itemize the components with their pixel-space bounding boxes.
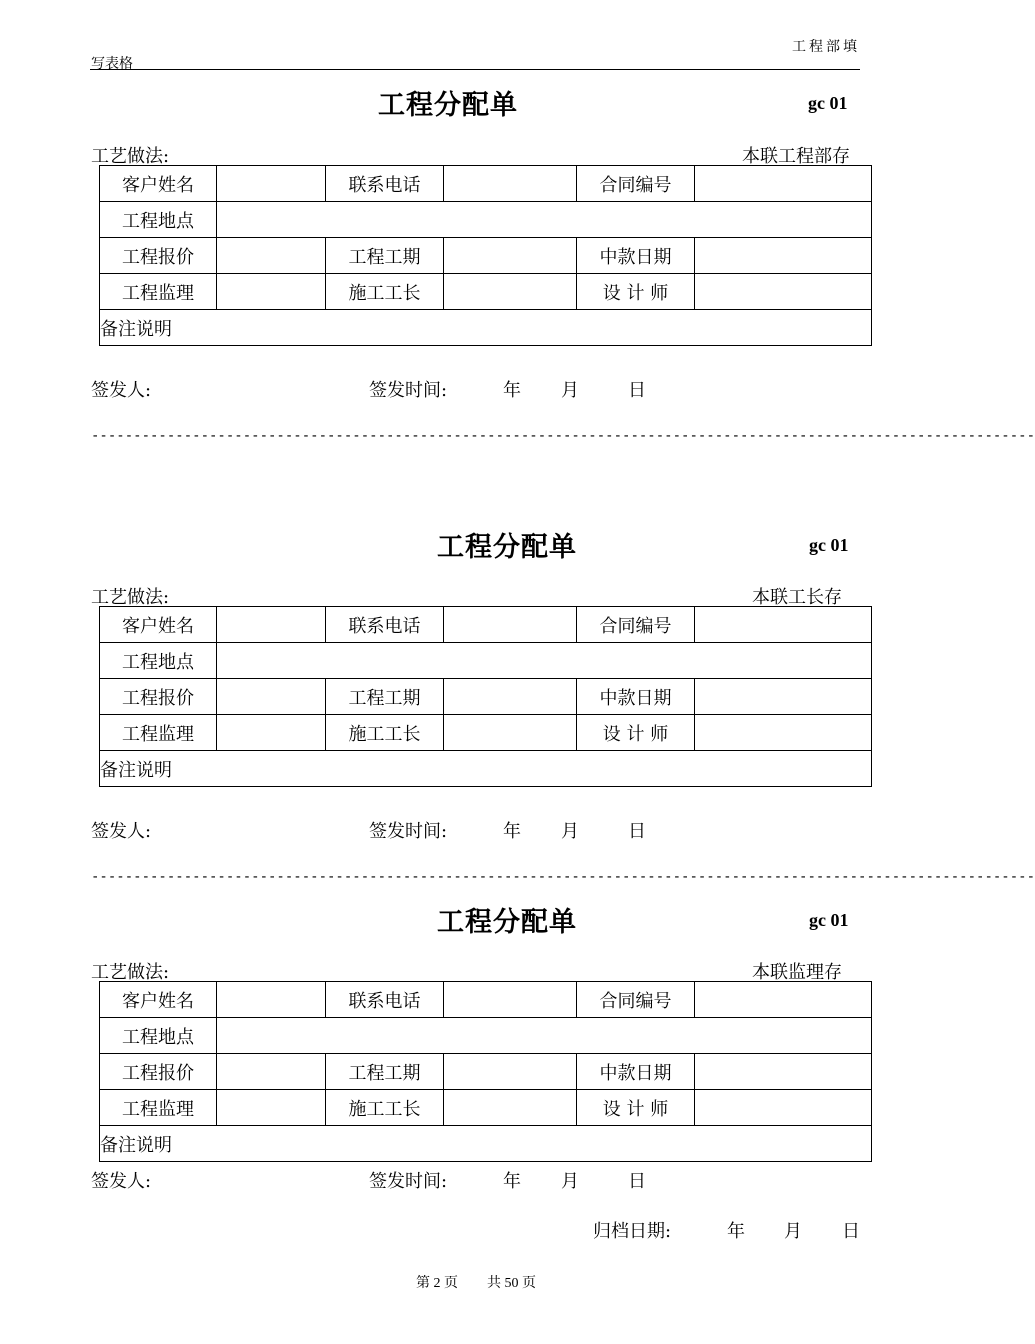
phone-label: 联系电话	[326, 166, 444, 202]
foreman-cell[interactable]	[444, 715, 577, 751]
form-2-issue-time-label: 签发时间:	[369, 821, 448, 842]
page-number: 第 2 页	[416, 1276, 458, 1291]
quote-cell[interactable]	[217, 238, 326, 274]
cut-line-1: ----------------------------------------------------------------------------------------------------------------	[91, 428, 1035, 444]
form-3-issuer-label: 签发人:	[91, 1171, 152, 1192]
form-1-issue-time-label: 签发时间:	[369, 380, 448, 401]
form-1-table	[99, 165, 872, 346]
table-row	[100, 1054, 872, 1090]
form-3-year: 年	[503, 1171, 521, 1192]
table-row	[100, 679, 872, 715]
phone-cell[interactable]	[444, 607, 577, 643]
phone-label: 联系电话	[326, 982, 444, 1018]
form-2-year: 年	[503, 821, 521, 842]
form-1-day: 日	[628, 380, 646, 401]
form-1-method-label: 工艺做法:	[91, 146, 170, 167]
supervisor-cell[interactable]	[217, 1090, 326, 1126]
form-1-title: 工程分配单	[378, 90, 518, 121]
duration-cell[interactable]	[444, 1054, 577, 1090]
site-label: 工程地点	[100, 643, 217, 679]
site-cell[interactable]	[217, 1018, 872, 1054]
form-3-copy-note: 本联监理存	[752, 962, 842, 983]
customer-name-label: 客户姓名	[100, 607, 217, 643]
form-2-copy-note: 本联工长存	[752, 587, 842, 608]
archive-date-label: 归档日期:	[593, 1221, 672, 1242]
quote-label: 工程报价	[100, 1054, 217, 1090]
customer-name-label: 客户姓名	[100, 166, 217, 202]
archive-year: 年	[727, 1221, 745, 1242]
designer-cell[interactable]	[695, 715, 872, 751]
table-row	[100, 166, 872, 202]
contract-no-label: 合同编号	[577, 982, 695, 1018]
form-2-month: 月	[561, 821, 579, 842]
foreman-label: 施工工长	[326, 1090, 444, 1126]
archive-month: 月	[784, 1221, 802, 1242]
form-2-method-label: 工艺做法:	[91, 587, 170, 608]
duration-label: 工程工期	[326, 1054, 444, 1090]
designer-label: 设 计 师	[577, 1090, 695, 1126]
foreman-cell[interactable]	[444, 274, 577, 310]
table-row	[100, 982, 872, 1018]
table-row	[100, 1018, 872, 1054]
supervisor-cell[interactable]	[217, 715, 326, 751]
form-1-code: gc 01	[808, 93, 848, 113]
foreman-label: 施工工长	[326, 274, 444, 310]
foreman-cell[interactable]	[444, 1090, 577, 1126]
quote-cell[interactable]	[217, 679, 326, 715]
table-row	[100, 238, 872, 274]
form-3-table	[99, 981, 872, 1162]
form-2-title: 工程分配单	[437, 532, 577, 563]
form-1-month: 月	[561, 380, 579, 401]
designer-label: 设 计 师	[577, 274, 695, 310]
page-total: 共 50 页	[487, 1276, 536, 1291]
form-2-table	[99, 606, 872, 787]
duration-label: 工程工期	[326, 679, 444, 715]
site-cell[interactable]	[217, 643, 872, 679]
designer-cell[interactable]	[695, 1090, 872, 1126]
duration-cell[interactable]	[444, 679, 577, 715]
site-cell[interactable]	[217, 202, 872, 238]
customer-name-cell[interactable]	[217, 607, 326, 643]
mid-payment-date-cell[interactable]	[695, 679, 872, 715]
duration-cell[interactable]	[444, 238, 577, 274]
site-label: 工程地点	[100, 1018, 217, 1054]
table-row	[100, 607, 872, 643]
quote-label: 工程报价	[100, 238, 217, 274]
form-3-code: gc 01	[809, 910, 849, 930]
contract-no-label: 合同编号	[577, 166, 695, 202]
table-row	[100, 1090, 872, 1126]
contract-no-label: 合同编号	[577, 607, 695, 643]
phone-cell[interactable]	[444, 166, 577, 202]
table-row	[100, 1126, 872, 1162]
form-3-month: 月	[561, 1171, 579, 1192]
header-right-text: 工程部填	[792, 39, 860, 55]
supervisor-cell[interactable]	[217, 274, 326, 310]
form-3-day: 日	[628, 1171, 646, 1192]
contract-no-cell[interactable]	[695, 982, 872, 1018]
designer-label: 设 计 师	[577, 715, 695, 751]
supervisor-label: 工程监理	[100, 1090, 217, 1126]
customer-name-label: 客户姓名	[100, 982, 217, 1018]
mid-payment-date-cell[interactable]	[695, 1054, 872, 1090]
mid-payment-date-label: 中款日期	[577, 679, 695, 715]
table-row	[100, 274, 872, 310]
cut-line-2: ----------------------------------------------------------------------------------------------------------------	[91, 869, 1035, 885]
header-left-text: 写表格	[91, 56, 133, 72]
supervisor-label: 工程监理	[100, 715, 217, 751]
site-label: 工程地点	[100, 202, 217, 238]
table-row	[100, 751, 872, 787]
table-row	[100, 643, 872, 679]
phone-label: 联系电话	[326, 607, 444, 643]
mid-payment-date-cell[interactable]	[695, 238, 872, 274]
phone-cell[interactable]	[444, 982, 577, 1018]
duration-label: 工程工期	[326, 238, 444, 274]
contract-no-cell[interactable]	[695, 607, 872, 643]
table-row	[100, 715, 872, 751]
table-row	[100, 310, 872, 346]
designer-cell[interactable]	[695, 274, 872, 310]
form-1-copy-note: 本联工程部存	[742, 146, 850, 167]
header-rule	[90, 69, 860, 70]
table-row	[100, 202, 872, 238]
mid-payment-date-label: 中款日期	[577, 238, 695, 274]
supervisor-label: 工程监理	[100, 274, 217, 310]
remarks-label[interactable]: 备注说明	[100, 310, 872, 346]
customer-name-cell[interactable]	[217, 166, 326, 202]
form-3-issue-time-label: 签发时间:	[369, 1171, 448, 1192]
form-2-code: gc 01	[809, 535, 849, 555]
archive-day: 日	[842, 1221, 860, 1242]
quote-label: 工程报价	[100, 679, 217, 715]
form-2-day: 日	[628, 821, 646, 842]
contract-no-cell[interactable]	[695, 166, 872, 202]
remarks-label[interactable]: 备注说明	[100, 1126, 872, 1162]
mid-payment-date-label: 中款日期	[577, 1054, 695, 1090]
form-1-year: 年	[503, 380, 521, 401]
form-2-issuer-label: 签发人:	[91, 821, 152, 842]
remarks-label[interactable]: 备注说明	[100, 751, 872, 787]
foreman-label: 施工工长	[326, 715, 444, 751]
form-3-title: 工程分配单	[437, 907, 577, 938]
form-3-method-label: 工艺做法:	[91, 962, 170, 983]
quote-cell[interactable]	[217, 1054, 326, 1090]
form-1-issuer-label: 签发人:	[91, 380, 152, 401]
customer-name-cell[interactable]	[217, 982, 326, 1018]
